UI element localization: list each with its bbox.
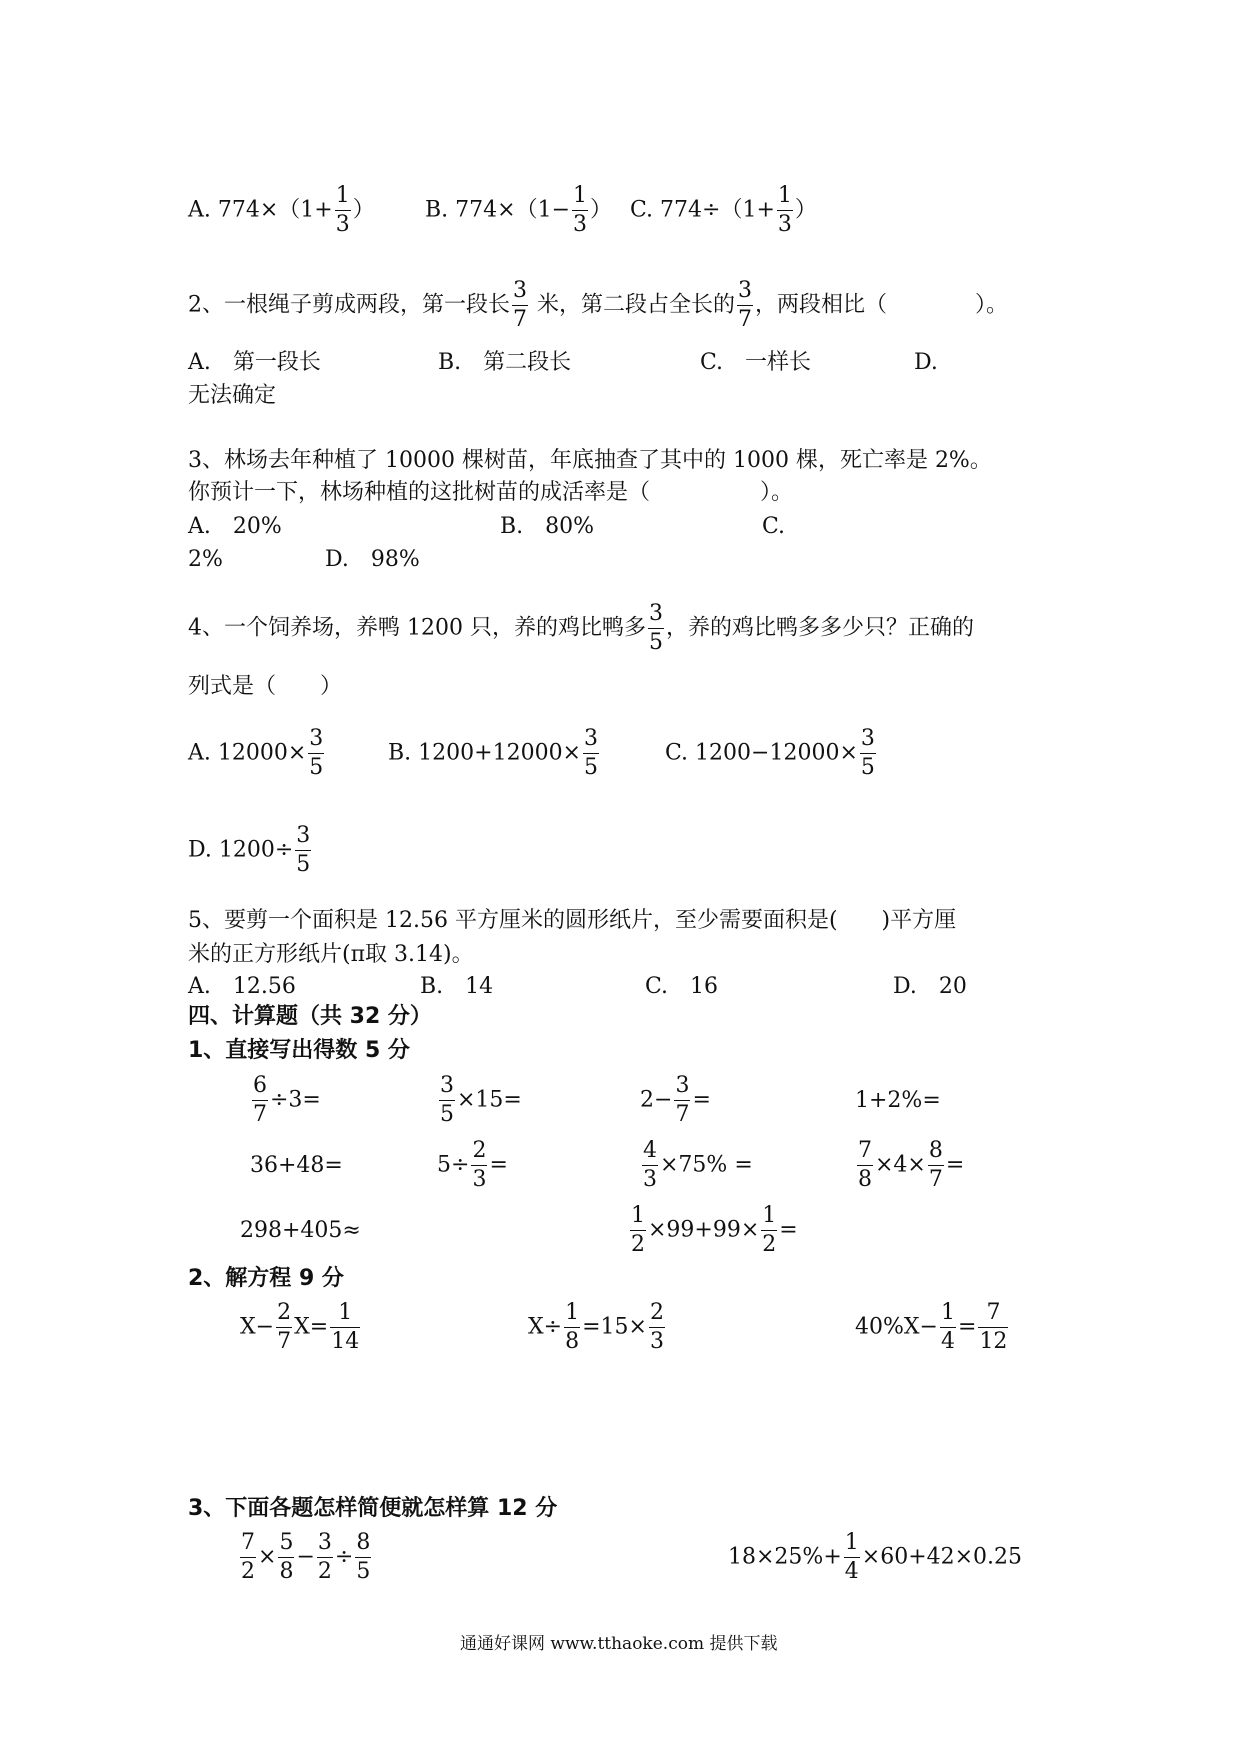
equation-2: X÷ $\frac{1}{8}$ =15× $\frac{2}{3}$: [528, 1300, 664, 1354]
q4-option-a: A. 12000× $\frac{3}{5}$: [188, 726, 324, 780]
q5-option-a: A. 12.56: [188, 974, 296, 999]
q3-line-1: 3、林场去年种植了 10000 棵树苗，年底抽查了其中的 1000 棵，死亡率是 2%。: [188, 448, 992, 473]
q5-line-2: 米的正方形纸片(π取 3.14)。: [188, 942, 474, 967]
q2-option-d: D.: [914, 350, 938, 375]
q2-option-d-text: 无法确定: [188, 383, 277, 408]
equation-3: 40%X− $\frac{1}{4}$ = $\frac{7}{12}$: [855, 1300, 1008, 1354]
q4-question: 4、一个饲养场，养鸭 1200 只，养的鸡比鸭多 $\frac{3}{5}$ ，养的鸡比鸭多多少只？正确的: [188, 601, 974, 655]
q2-option-a: A. 第一段长: [188, 350, 321, 375]
q3-option-c-text: 2%: [188, 547, 223, 572]
subsection-2-title: 2、解方程 9 分: [188, 1266, 344, 1291]
q5-line-1: 5、要剪一个面积是 12.56 平方厘米的圆形纸片，至少需要面积是( )平方厘: [188, 908, 957, 933]
calc-r1a: $\frac{6}{7}$ ÷3=: [253, 1073, 321, 1127]
simplify-1: $\frac{7}{2}$ × $\frac{5}{8}$ − $\frac{3}{2}$ ÷ $\frac{8}{5}$: [241, 1530, 371, 1584]
q3-option-a: A. 20%: [188, 514, 282, 539]
calc-r3b: $\frac{1}{2}$ ×99+99× $\frac{1}{2}$ =: [631, 1203, 798, 1257]
calc-r1c: 2− $\frac{3}{7}$ =: [640, 1073, 711, 1127]
q3-option-b: B. 80%: [500, 514, 595, 539]
q4-line-2: 列式是（ ）: [188, 674, 343, 699]
q2-option-c: C. 一样长: [700, 350, 812, 375]
page-footer: 通通好课网 www.tthaoke.com 提供下载: [460, 1634, 778, 1654]
calc-r2d: $\frac{7}{8}$ ×4× $\frac{8}{7}$ =: [858, 1138, 965, 1192]
q4-option-d: D. 1200÷ $\frac{3}{5}$: [188, 823, 311, 877]
section-4-title: 四、计算题（共 32 分）: [188, 1004, 432, 1029]
calc-r2c: $\frac{4}{3}$ ×75% =: [643, 1138, 753, 1192]
q2-option-b: B. 第二段长: [438, 350, 572, 375]
equation-1: X− $\frac{2}{7}$ X= $\frac{1}{14}$: [240, 1300, 360, 1354]
q2-question: 2、一根绳子剪成两段，第一段长 $\frac{3}{7}$ 米，第二段占全长的 $\frac{3}{7}$ ，两段相比（ ）。: [188, 278, 1009, 332]
q1-option-b: B. 774×（1− $\frac{1}{3}$ ）: [425, 183, 613, 237]
calc-r1b: $\frac{3}{5}$ ×15=: [440, 1073, 522, 1127]
q3-option-c: C.: [762, 514, 786, 539]
subsection-3-title: 3、下面各题怎样简便就怎样算 12 分: [188, 1496, 558, 1521]
q5-option-b: B. 14: [420, 974, 494, 999]
calc-r2a: 36+48=: [250, 1153, 343, 1178]
q1-option-c: C. 774÷（1+ $\frac{1}{3}$ ）: [630, 183, 817, 237]
q3-option-d: D. 98%: [325, 547, 420, 572]
q5-option-d: D. 20: [893, 974, 967, 999]
subsection-1-title: 1、直接写出得数 5 分: [188, 1038, 410, 1063]
calc-r3a: 298+405≈: [240, 1218, 361, 1243]
q4-option-c: C. 1200−12000× $\frac{3}{5}$: [665, 726, 875, 780]
q4-option-b: B. 1200+12000× $\frac{3}{5}$: [388, 726, 598, 780]
calc-r1d: 1+2%=: [855, 1088, 941, 1113]
simplify-2: 18×25%+ $\frac{1}{4}$ ×60+42×0.25: [728, 1530, 1023, 1584]
q1-option-a: A. 774×（1+ $\frac{1}{3}$ ）: [188, 183, 375, 237]
q5-option-c: C. 16: [645, 974, 719, 999]
q3-line-2: 你预计一下，林场种植的这批树苗的成活率是（ ）。: [188, 480, 794, 505]
calc-r2b: 5÷ $\frac{2}{3}$ =: [437, 1138, 508, 1192]
